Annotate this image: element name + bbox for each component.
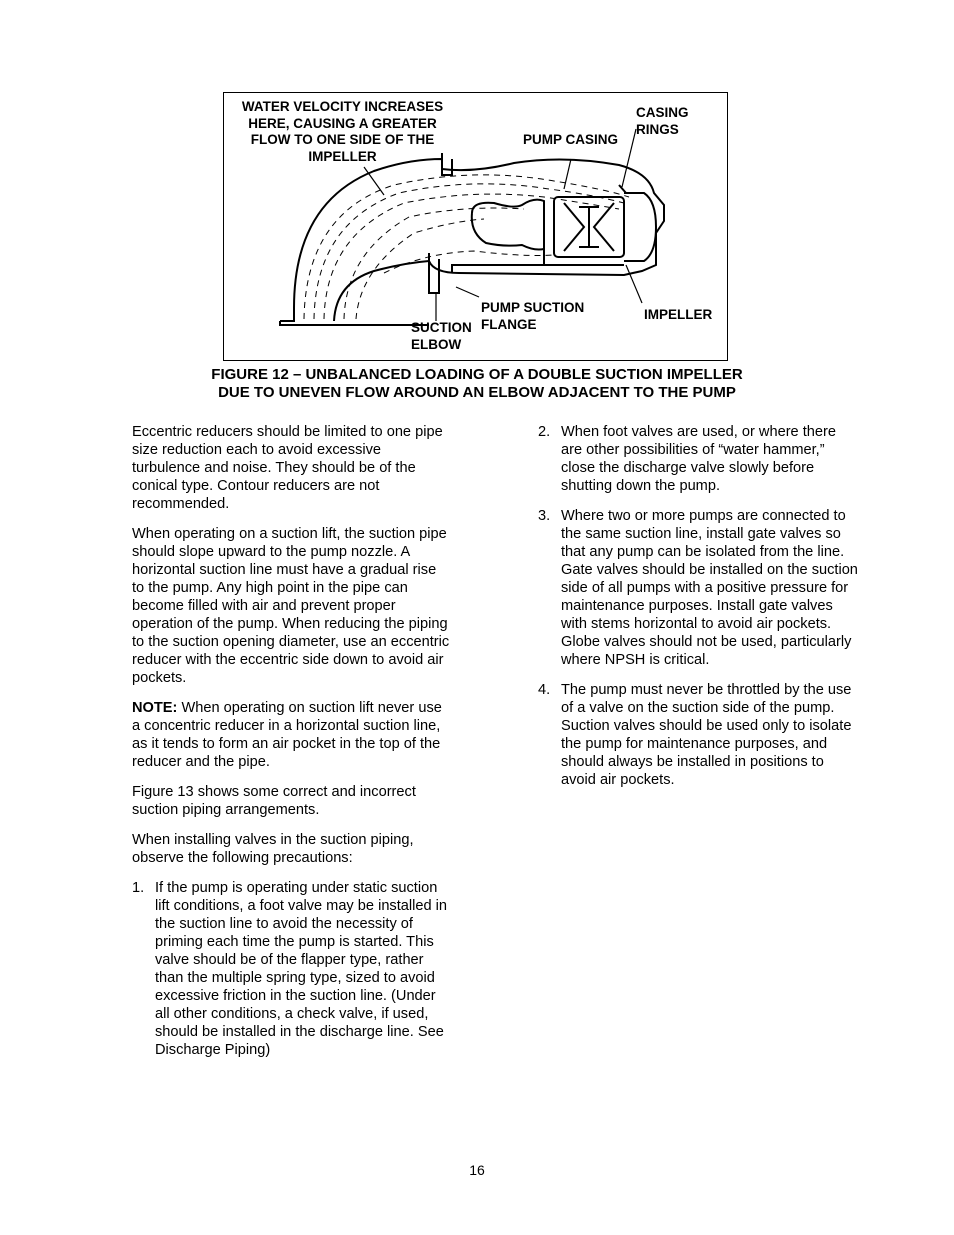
pump-suction-flange-label: PUMP SUCTION FLANGE [481, 300, 585, 332]
list-item [538, 507, 860, 669]
impeller-label: IMPELLER [644, 307, 713, 322]
page-number: 16 [469, 1162, 485, 1178]
list-item-text: When foot valves are used, or where there are other possibilities of “water hammer,” close the discharge valve slowly before shutting down the pump. [561, 424, 836, 494]
figure-12 [223, 92, 728, 361]
note-text: When operating on suction lift never use a concentric reducer in a horizontal suction line, as it tends to form an air pocket in the top of the reducer and the pipe. [132, 700, 442, 770]
casing-rings-label: CASING RINGS [636, 105, 689, 137]
list-item-number: 2. [538, 424, 551, 440]
list-item-text: If the pump is operating under static suction lift conditions, a foot valve may be installed in the suction line to avoid the necessity of priming each time the pump is started. This valve should be of the flapper type, rather than the multiple spring type, sized to avoid excessive friction in the suction line. (Under all other conditions, a check valve, if used, should be installed in the discharge line. See Discharge Piping) [155, 880, 448, 1058]
caption-line-2: DUE TO UNEVEN FLOW AROUND AN ELBOW ADJACENT TO THE PUMP [218, 384, 736, 401]
list-item-number: 4. [538, 682, 551, 698]
right-column [538, 423, 860, 801]
paragraph-valve-precautions: When installing valves in the suction piping, observe the following precautions: [132, 832, 414, 866]
left-column [132, 423, 450, 1071]
list-item [132, 879, 450, 1059]
list-item [538, 681, 860, 789]
list-item-number: 1. [132, 880, 145, 896]
list-item-text: Where two or more pumps are connected to the same suction line, install gate valves so that any pump can be isolated from the line. Gate valves should be installed on the suction side of all pumps with a positive pressure for maintenance purposes. Install gate valves with stems horizontal to avoid air pockets. Globe valves should not be used, particularly where NPSH is critical. [561, 508, 858, 668]
list-item [538, 423, 860, 495]
figure-caption [160, 366, 794, 402]
list-item-text: The pump must never be throttled by the use of a valve on the suction side of the pump. Suction valves should be used only to isolate the pump for maintenance purposes, and should always be installed in positions to avoid air pockets. [561, 682, 852, 788]
paragraph-figure-13: Figure 13 shows some correct and incorrect suction piping arrangements. [132, 784, 416, 818]
list-item-number: 3. [538, 508, 551, 524]
paragraph-eccentric-reducers: Eccentric reducers should be limited to one pipe size reduction each to avoid excessive turbulence and noise. They should be of the conical type. Contour reducers are not recommended. [132, 424, 443, 512]
pump-casing-label: PUMP CASING [523, 132, 619, 147]
note-label: NOTE: [132, 700, 178, 716]
velocity-label: WATER VELOCITY INCREASES HERE, CAUSING A GREATER FLOW TO ONE SIDE OF THE IMPELLER [241, 99, 444, 164]
caption-line-1: FIGURE 12 – UNBALANCED LOADING OF A DOUBLE SUCTION IMPELLER [211, 366, 743, 383]
paragraph-suction-lift: When operating on a suction lift, the suction pipe should slope upward to the pump nozzle. A horizontal suction line must have a gradual rise to the pump. Any high point in the pipe can become filled with air and prevent proper operation of the pump. When reducing the piping to the suction opening diameter, use an eccentric reducer with the eccentric side down to avoid air pockets. [132, 526, 450, 686]
suction-elbow-label: SUCTION ELBOW [411, 320, 472, 352]
note-paragraph [132, 699, 450, 771]
